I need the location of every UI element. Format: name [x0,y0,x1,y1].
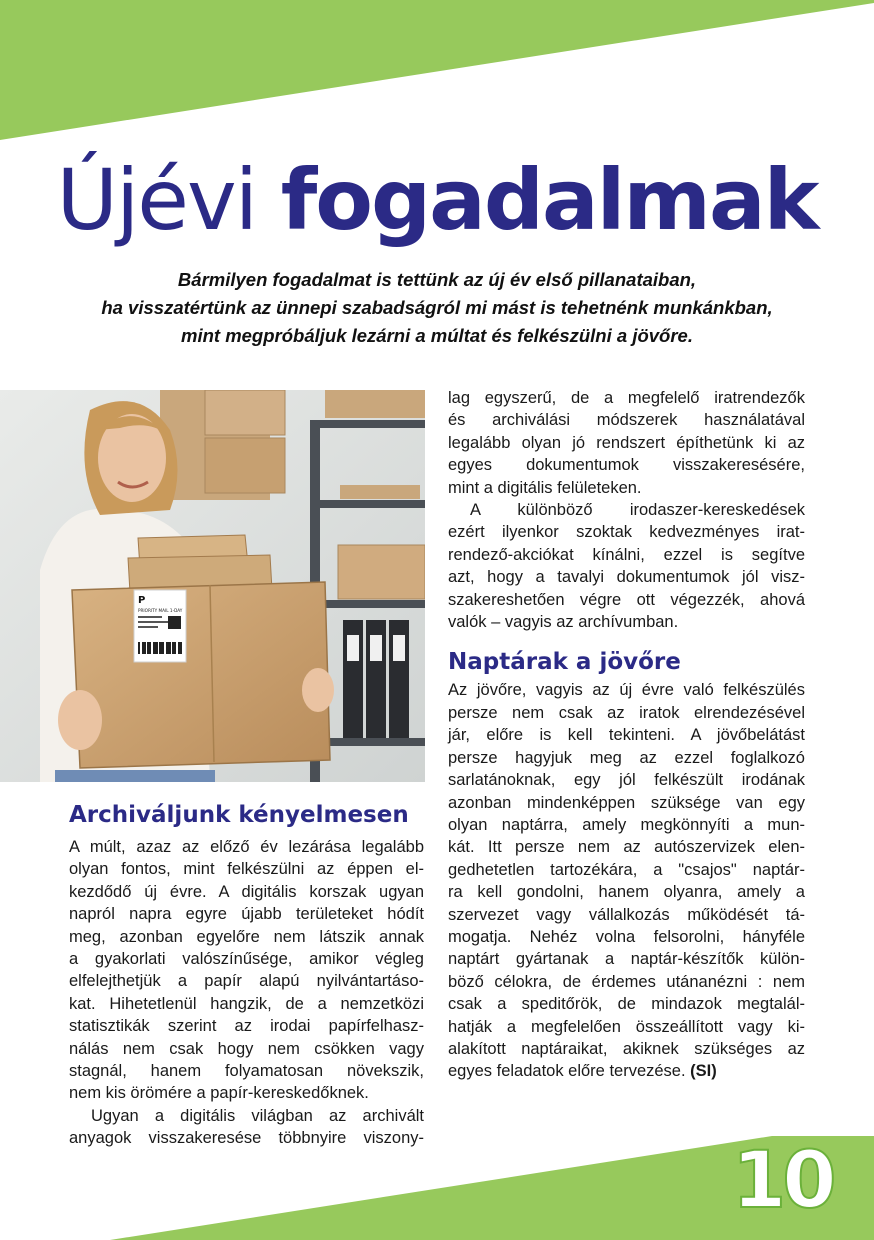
text-line: mint a digitális felületeken. [448,478,642,497]
svg-text:P: P [138,595,146,606]
text-line: jár, előre is kell tekinteni. A jövőbelátást [448,726,805,745]
text-line: kezdődő új évre. A digitális korszak ugyan [69,882,424,901]
author-signature: (SI) [690,1062,717,1081]
text-line: azt, hogy a tavalyi dokumentumok jól visz- [448,568,805,587]
text-line: kát. Itt persze nem az autószervizek elen- [448,838,805,857]
text-line: legalább olyan jó rendszert építhetünk ki az [448,433,805,452]
text-line: azonban mindenképpen szüksége van egy [448,793,805,812]
section-heading-calendars: Naptárak a jövőre [448,649,681,676]
text-line: böző célokra, de érdemes utánanézni : nem [448,972,805,991]
right-column [448,387,805,1083]
text-line: rendező-akciókat kínálni, ezzel is segítve [448,545,805,564]
text-line: gedhetetlen tartozékára, a "csajos" naptár- [448,860,805,879]
text-line: kat. Hihetetlenül hangzik, de a nemzetközi [69,994,424,1013]
title-bold: fogadalmak [280,151,818,249]
text-line: statisztikák szerint az irodai papírfelhasz- [69,1017,424,1036]
lead-line: ha visszatértünk az ünnepi szabadságról mi mást is tehetnénk munkánkban, [101,297,773,318]
text-line: a gyakorlati valószínűsége, amikor végleg [69,950,424,969]
text-line: elfelejthetjük a papír alapú nyilvántartáso- [69,972,424,991]
text-line: hatják a megfelelően összeállított vagy ki- [448,1017,805,1036]
text-line: egyes feladatok előre tervezése. [448,1062,686,1081]
text-line: mogatja. Nehéz volna felsorolni, hányféle [448,927,805,946]
section-heading-archive: Archiváljunk kényelmesen [69,802,409,828]
text-line: lag egyszerű, de a megfelelő iratrendezők [448,389,805,407]
page-number: 10 [732,1136,833,1226]
photo-woman-carrying-cardboard-boxes-icon [0,390,425,782]
text-line: ezért ilyenkor szoktak kedvezményes irat- [448,523,805,542]
page-title [0,152,874,248]
text-line: olyan fontos, mint felkészülni az éppen el- [69,860,424,879]
text-line: ra kell gondolni, hanem olyanra, amely a [448,883,805,902]
text-line: Ugyan a digitális világban az archivált [91,1106,424,1125]
text-line: alakított naptáraikat, akiknek szükséges az [448,1039,805,1058]
text-line: napról napra egyre újabb területeket hódít [69,905,424,924]
title-light: Újévi [56,151,257,249]
text-line: szakereshetően végre ott végezzék, ahová [448,590,805,609]
text-line: A különböző irodaszer-kereskedések [470,501,805,520]
text-line: sarlatánoknak, egy jól felkészült irodának [448,771,805,790]
text-line: A múlt, azaz az előző év lezárása legalább [69,838,424,856]
left-column [69,800,424,1150]
text-line: olyan naptárra, amely megkönnyíti a mun- [448,815,805,834]
text-line: és archiválási módszerek használatával [448,411,805,430]
top-green-band [0,0,874,140]
article-photo [0,390,425,782]
lead-line: Bármilyen fogadalmat is tettünk az új év első pillanataiban, [177,269,697,290]
text-line: szervezet vagy vállalkozás működését tá- [448,905,805,924]
text-line: valók – vagyis az archívumban. [448,613,679,632]
text-line: persze nem csak az iratok elrendezésével [448,703,805,722]
lead-line: mint megpróbáljuk lezárni a múltat és felkészülni a jövőre. [181,325,693,346]
text-line: persze hagyjuk meg az ezzel foglalkozó [448,748,805,767]
text-line: nem kis örömére a papír-kereskedőknek. [69,1084,369,1103]
text-line: Az jövőre, vagyis az új évre való felkészülés [448,681,805,700]
text-line: csak a speditőrök, de mindazok megtalál- [448,995,805,1014]
svg-text:PRIORITY MAIL 1-DAY: PRIORITY MAIL 1-DAY [138,608,183,613]
lead-paragraph [40,266,834,350]
text-line: anyagok visszakeresése többnyire viszony- [69,1129,424,1148]
text-line: stagnál, hanem folyamatosan növekszik, [69,1062,424,1081]
text-line-final [448,1060,805,1082]
text-line: egyes dokumentumok visszakeresésére, [448,456,805,475]
text-line: naptárt gyártanak a naptár-készítők külön- [448,950,805,969]
text-line: meg, azonban egyelőre nem látszik annak [69,927,424,946]
text-line: nálás nem csak hogy nem csökken vagy [69,1039,424,1058]
